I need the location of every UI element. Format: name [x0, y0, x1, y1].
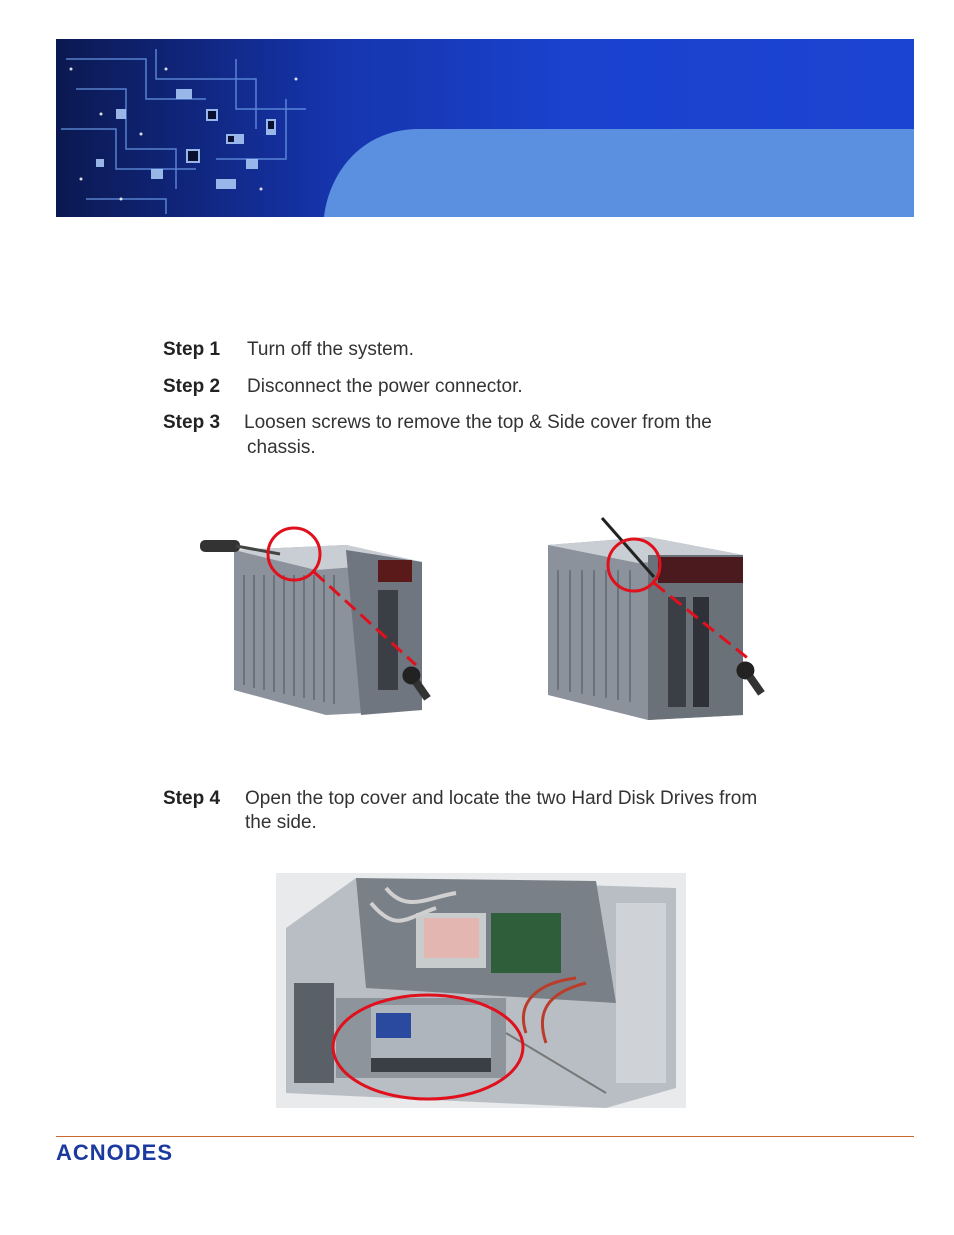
- circuit-board-graphic: [56, 39, 914, 217]
- chassis-right-photo: [528, 515, 778, 725]
- step-2-label: Step 2: [163, 376, 221, 397]
- step-3-text-line2: chassis.: [247, 437, 316, 458]
- step-3-label: Step 3: [163, 412, 221, 433]
- step-4-text-line2: the side.: [245, 812, 317, 833]
- step-4-label: Step 4: [163, 788, 221, 809]
- header-banner: [56, 39, 914, 217]
- footer-rule: [56, 1136, 914, 1137]
- step-4-text-line1: Open the top cover and locate the two Hard Disk Drives from: [245, 788, 758, 809]
- step-1-label: Step 1: [163, 339, 221, 360]
- acnodes-logo: [56, 1138, 216, 1168]
- logo-wordmark: ACNODES: [56, 1140, 174, 1165]
- chassis-left-photo: [196, 520, 441, 725]
- step-3-text-line1: Loosen screws to remove the top & Side cover from the: [244, 412, 712, 433]
- step-2-text: Disconnect the power connector.: [247, 376, 523, 397]
- step-1-text: Turn off the system.: [247, 339, 414, 360]
- open-chassis-photo: [276, 873, 686, 1108]
